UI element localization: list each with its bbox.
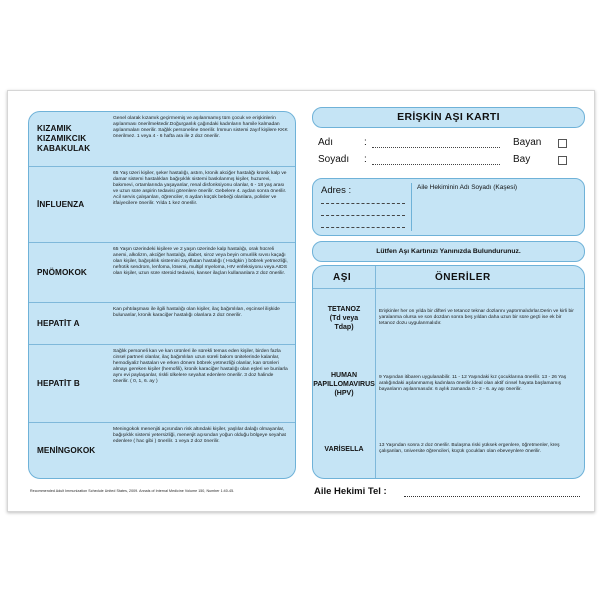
vaccine-name: KIZAMIK KIZAMIKCIK KABAKULAK	[37, 124, 91, 153]
gender-male-label: Bay	[513, 154, 531, 165]
table-header-recommendations: ÖNERİLER	[435, 272, 491, 283]
vaccine-row-meningokok	[29, 422, 295, 479]
family-doctor-phone-label: Aile Hekimi Tel :	[314, 486, 387, 497]
vaccine-row-hepatit-b	[29, 344, 295, 423]
vaccine-description: Meningokok menenjiti açısından risk altındaki kişiler, yaşlılar dalağı olmayanlar, bağışıklık sistemi yetersizliği, menenjit açısından yoğun olduğu bölgeye seyahat edenlere ( hac gibi ) önerilir. 1 veya 2 doz önerilir.	[113, 427, 286, 445]
name-colon: :	[364, 137, 367, 148]
table-row-vaccine-name: TETANOZ (Td veya Tdap)	[327, 305, 361, 331]
card-title: ERİŞKİN AŞI KARTI	[312, 107, 585, 128]
vaccine-row-kkk	[29, 112, 295, 166]
vaccine-description: Kan pıhtılaşması ile ilgili hastalığı olan kişiler, ilaç bağımlıları, eşcinsel ilişkide bulunanlar, kronik karaciğer hastalığı olanlara 2 doz önerilir.	[113, 307, 280, 319]
carry-card-notice: Lütfen Aşı Kartınızı Yanınızda Bulundurunuz.	[312, 241, 585, 262]
vaccine-description: Sağlık personeli kan ve kan ürünleri ile sürekli temas eden kişiler, birden fazla cinsel partneri olanlar, ilaç bağımlıları uzun süreli bakım ünitelerinde kalanlar, hemodiyaliz hastaları ve erken dönem böbrek yetmezliği olanlar, kan ürünleri almayı gereken kişiler (hemofili), kronik karaciğer hastalığı olan eşleri ve bunlarla aynı evi paylaşanlar, riskli ülkelere seyahat edenlere önerilir. 3 doz halinde önerilir. ( 0, 1, 6. ay )	[113, 349, 288, 385]
table-row-hpv	[313, 347, 584, 421]
vaccine-name: İNFLUENZA	[37, 200, 85, 209]
name-field[interactable]	[372, 147, 500, 148]
vaccine-row-hepatit-a	[29, 302, 295, 345]
vaccine-recommendation-table	[312, 265, 585, 479]
gender-female-label: Bayan	[513, 137, 542, 148]
gender-female-checkbox[interactable]	[558, 139, 567, 148]
table-row-vaccine-name: HUMAN PAPILLOMAVIRUS (HPV)	[313, 371, 375, 397]
table-row-tetanoz	[313, 289, 584, 347]
family-doctor-phone-field[interactable]	[404, 496, 580, 497]
vaccine-row-influenza	[29, 166, 295, 243]
address-box	[312, 178, 585, 236]
reference-citation: Recommended Adult Immunization Schedule United States, 2009. Annals of Internal Medicine Volume 150, Number 1:40-45.	[30, 489, 235, 493]
table-row-varisella	[313, 421, 584, 477]
address-label: Adres :	[321, 185, 352, 196]
table-header-vaccine: AŞI	[333, 272, 352, 283]
table-column-divider	[375, 266, 376, 478]
address-line[interactable]	[321, 215, 405, 216]
gender-male-checkbox[interactable]	[558, 156, 567, 165]
address-line[interactable]	[321, 203, 405, 204]
vaccine-description: Genel olarak kızamık geçirmemiş ve aşılanmamış tüm çocuk ve erişkinlerin aşılanması önerilmektedir.Doğurganlık çağındaki kadınların hamile kalmadan aşılanmaları önerilir. Sağlık personeline önerilir. İmmun sistemi zayıf kişilere KKK önerilmez. 1 veya 4 - 6 hafta ara ile 2 doz önerilir.	[113, 116, 288, 140]
vaccine-name: MENİNGOKOK	[37, 446, 96, 455]
vaccine-name: HEPATİT B	[37, 379, 80, 388]
vaccine-name: HEPATİT A	[37, 319, 80, 328]
surname-label: Soyadı	[318, 154, 350, 165]
table-row-recommendation: 9 Yaşından itibaren uygulanabilir. 11 - 12 Yaşındaki kız çocuklarına önerilir. 13 - 26 Yaş aralığındaki aşılanmamış kadınlara önerilir.İdeal olan aktif cinsel hayata başlamamış bayanların aşılanmasıdır. 6 aylık zamanda 0 - 2 - 6. ay aşı önerilir.	[379, 374, 567, 393]
surname-colon: :	[364, 154, 367, 165]
vaccine-description: 65 Yaş üzeri kişiler, şeker hastalığı, astım, kronik akciğer hastalığı kronik kalp ve damar sistemi hastalıkları bağışıklık sistemi baskılanmış kişiler, huzurevi, bakımevi, ortamlarında yaşayanlar, renal disfonksiyonu olanlar, 6 - 18 yaş arası ve uzun süre aspirin tedavisi görenlere önerilir. Gebelere 4. aydan sonra önerilir. Acil servis çalışanları, öğrenciler, 6 aydan küçük bebeği olanlara, polisler ve itfaiyecilere önerilir. Yılda 1 kez önerilir.	[113, 171, 287, 207]
vaccine-name: PNÖMOKOK	[37, 268, 87, 277]
table-row-vaccine-name: VARİSELLA	[324, 445, 364, 453]
vaccine-row-pnomokok	[29, 242, 295, 303]
vaccine-description: 65 Yaşın üzerindeki kişilere ve 2 yaşın üzerinde kalp hastalığı, orak hücreli anemi, alkolizm, akciğer hastalığı, diabet, siroz veya beyin omurilik sıvısı kaçağı olan kişiler, bağışıklık sistemini zayıflatan hastalığı ( Hodgkin ) böbrek yetmezliği, nefrotik sendrom, lenfoma, lösemi, multipl myeloma, HIV enfeksiyonu veya AIDS olan kişiler, uzun süre steroid tedavisi, kanser ilaçları kullananlara 2 doz önerilir.	[113, 247, 288, 277]
table-row-recommendation: Erişkinler her on yılda bir difteri ve tetanoz teknar dozlarını yaptırmalıdırlar.Derin ve kirli bir yaralanma olursa ve son dozdan sonra beş yıldan daha uzun bir süre geçti ise ek bir tetanoz dozu uygulanmalıdır.	[379, 308, 574, 327]
address-line[interactable]	[321, 227, 405, 228]
surname-field[interactable]	[372, 164, 500, 165]
family-doctor-name-label: Aile Hekiminin Adı Soyadı (Kaşesi)	[417, 184, 518, 191]
name-label: Adı	[318, 137, 334, 148]
address-divider	[411, 183, 412, 231]
table-row-recommendation: 13 Yaşından sonra 2 doz önerilir. Bulaşma riski yüksek ergenlere, öğretmenler, kreş çalışanları, üniversite öğrencileri, küçük çocukları olan ebeveynlere önerilir.	[379, 442, 560, 454]
vaccine-info-panel	[28, 111, 296, 479]
